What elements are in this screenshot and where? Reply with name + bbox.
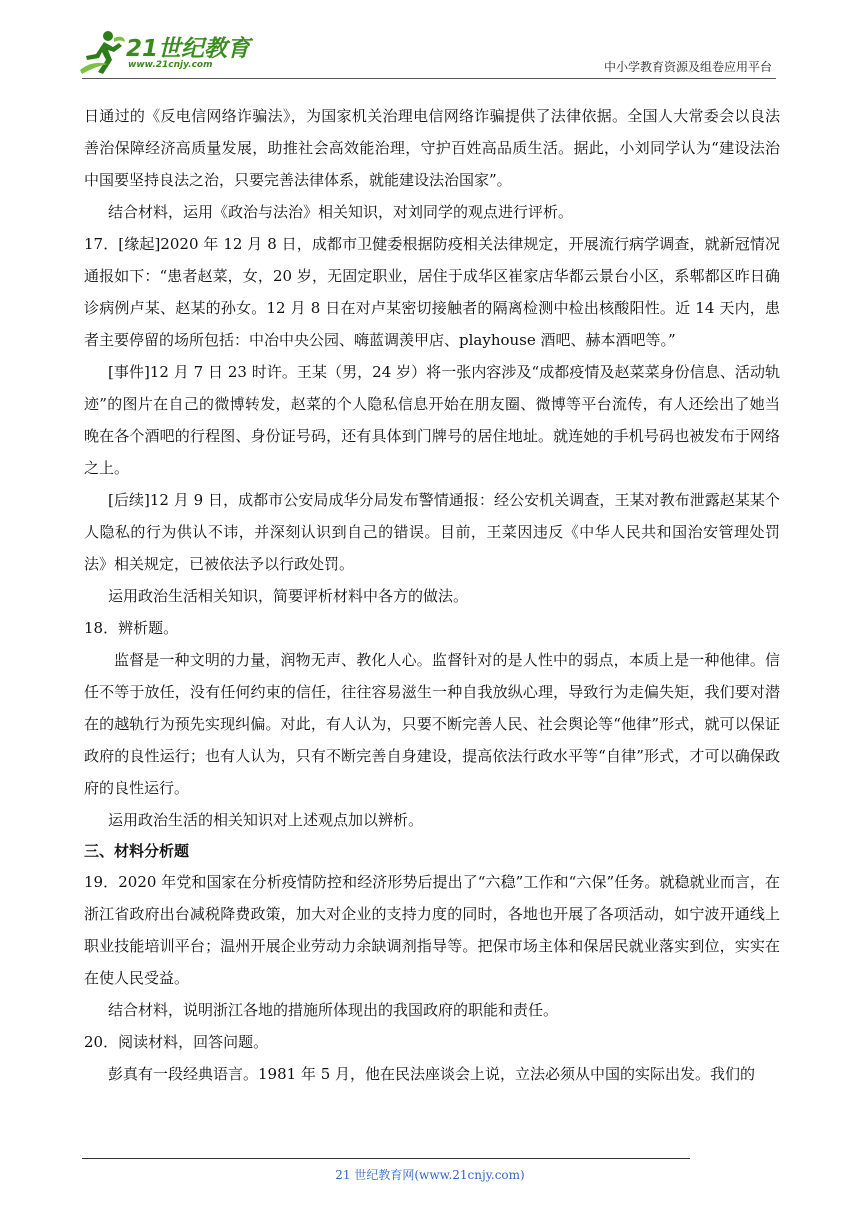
header-divider xyxy=(82,78,776,79)
question-19-material: 19．2020 年党和国家在分析疫情防控和经济形势后提出了“六稳”工作和“六保”任务。就稳就业而言，在浙江省政府出台减税降费政策，加大对企业的支持力度的同时，各地也开展了各项活动，如宁波开通线上职业技能培训平台；温州开展企业劳动力余缺调剂指导等。把保市场主体和保居民就业落实到位，实实在在使人民受益。 xyxy=(84,873,780,987)
question-17-prompt: 运用政治生活相关知识，简要评析材料中各方的做法。 xyxy=(108,587,469,605)
question-18-prompt: 运用政治生活的相关知识对上述观点加以辨析。 xyxy=(108,811,424,829)
footer-link[interactable]: 21 世纪教育网(www.21cnjy.com) xyxy=(335,1168,525,1182)
footer-divider xyxy=(82,1158,690,1159)
question-20-material: 彭真有一段经典语言。1981 年 5 月，他在民法座谈会上说，立法必须从中国的实际出发。我们的 xyxy=(108,1065,756,1083)
document-body xyxy=(84,100,780,1090)
question-17-event: [事件]12 月 7 日 23 时许。王某（男，24 岁）将一张内容涉及“成都疫情及赵菜菜身份信息、活动轨迹”的图片在自己的微博转发，赵菜的个人隐私信息开始在朋友圈、微博等平台流传，有人还绘出了她当晚在各个酒吧的行程图、身份证号码，还有具体到门牌号的居住地址。就连她的手机号码也被发布于网络之上。 xyxy=(84,363,780,477)
logo-text: 21世纪教育 xyxy=(126,36,251,62)
question-18-material: 监督是一种文明的力量，润物无声、教化人心。监督针对的是人性中的弱点，本质上是一种他律。信任不等于放任，没有任何约束的信任，往往容易滋生一种自我放纵心理，导致行为走偏失矩，我们要对潜在的越轨行为预先实现纠偏。对此，有人认为，只要不断完善人民、社会舆论等“他律”形式，就可以保证政府的良性运行；也有人认为，只有不断完善自身建设，提高依法行政水平等“自律”形式，才可以确保政府的良性运行。 xyxy=(84,651,780,797)
question-17-followup: [后续]12 月 9 日，成都市公安局成华分局发布警情通报：经公安机关调查，王某对教布泄露赵某某个人隐私的行为供认不讳，并深刻认识到自己的错误。目前，王菜因违反《中华人民共和国治安管理处罚法》相关规定，已被依法予以行政处罚。 xyxy=(84,491,780,573)
section-title-material-analysis: 三、材料分析题 xyxy=(84,842,190,860)
paragraph-16-end: 日通过的《反电信网络诈骗法》，为国家机关治理电信网络诈骗提供了法律依据。全国人大常委会以良法善治保障经济高质量发展，助推社会高效能治理，守护百姓高品质生活。据此，小刘同学认为“建设法治中国要坚持良法之治，只要完善法律体系，就能建设法治国家”。 xyxy=(84,107,780,189)
question-20-title: 20．阅读材料，回答问题。 xyxy=(84,1033,269,1051)
logo-url: www.21cnjy.com xyxy=(128,60,213,70)
site-logo[interactable] xyxy=(78,30,251,80)
page-header xyxy=(0,0,860,90)
question-16-prompt: 结合材料，运用《政治与法治》相关知识，对刘同学的观点进行评析。 xyxy=(108,203,574,221)
question-19-prompt: 结合材料，说明浙江各地的措施所体现出的我国政府的职能和责任。 xyxy=(108,1001,559,1019)
question-18-title: 18．辨析题。 xyxy=(84,619,179,637)
running-figure-icon xyxy=(78,30,126,76)
platform-tagline: 中小学教育资源及组卷应用平台 xyxy=(603,60,772,74)
question-17-origin: 17．[缘起]2020 年 12 月 8 日，成都市卫健委根据防疫相关法律规定，开展流行病学调查，就新冠情况通报如下：“患者赵菜，女，20 岁，无固定职业，居住于成华区崔家店华都云景台小区，系郫都区昨日确诊病例卢某、赵某的孙女。12 月 8 日在对卢某密切接触者的隔离检测中检出核酸阳性。近 14 天内，患者主要停留的场所包括：中冶中央公园、嗨蓝调羡甲店、playhouse 酒吧、赫本酒吧等。” xyxy=(84,235,780,349)
